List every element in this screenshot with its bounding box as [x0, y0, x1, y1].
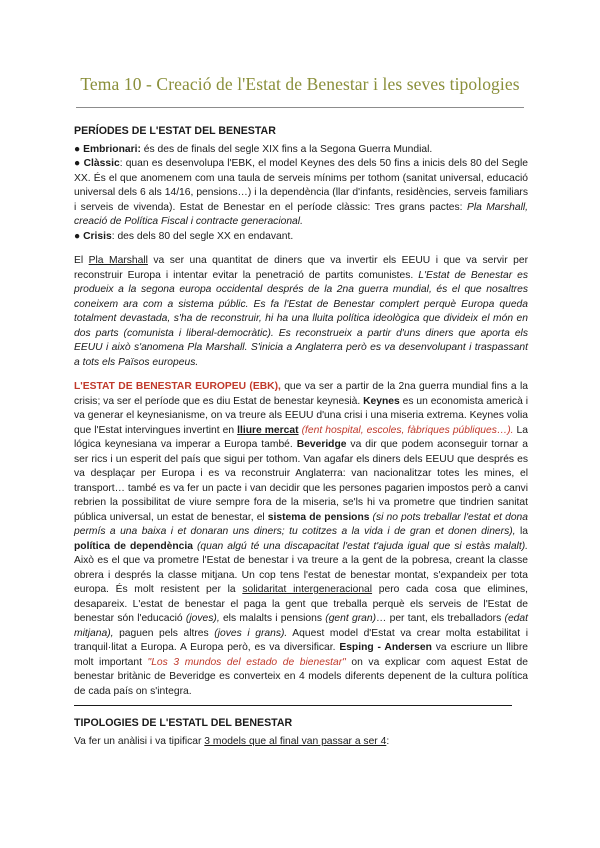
ebk-heading: L'ESTAT DE BENESTAR EUROPEU (EBK),	[74, 381, 281, 392]
paragraph-pla-marshall: El Pla Marshall va ser una quantitat de diners que va invertir els EEUU i que va servir per reconstruir Europa i intentar evitar la penetració de partits comunistes. L'Estat de Benestar es produeix a la segona europa occidental després de la 2na guerra mundial, és el que nosaltres coneixem ara com a sistema públic. Es fa l'Estat de Benestar complert perquè Europa queda totalment devastada, s'ha de reconstruir, hi ha una lluita política ideològica que divideix el món en dos parts (comunista i liberal-democràtic). Es reconstrueix a partir d'uns diners que aporta els EEUU i això s'anomena Pla Marshall. S'inicia a Anglaterra però es va desenvolupant i traspassant a tots els Països europeus.	[74, 255, 529, 368]
document-title: Tema 10 - Creació de l'Estat de Benestar i les seves tipologies	[80, 74, 520, 94]
title-divider	[76, 107, 524, 108]
section-heading-periodes: PERÍODES DE L'ESTAT DEL BENESTAR	[74, 125, 276, 137]
document-body	[74, 124, 528, 749]
paragraph-tipologies: Va fer un anàlisi i va tipificar 3 models que al final van passar a ser 4:	[74, 735, 390, 747]
section-separator	[74, 705, 512, 706]
section-heading-tipologies: TIPOLOGIES DE L'ESTATL DEL BENESTAR	[74, 717, 293, 729]
paragraph-ebk: L'ESTAT DE BENESTAR EUROPEU (EBK), que va ser a partir de la 2na guerra mundial fins a la crisis; va ser el període que es diu Estat de benestar keynesià. Keynes es un economista americà i va generar el keynesianisme, on va treure als EEUU d'una crisi i una miseria extrema. Keynes volia que l'Estat intervingues invertint en lliure mercat (fent hospital, escoles, fàbriques públiques…). La lógica keynesiana va imperar a Europa també. Beveridge va dir que podem aconseguir tornar a ser rics i un esperit del país que sigui per tothom. Van agafar els diners dels EEUU que després es va desplaçar per Europa i es va reconstruir Anglaterra: van nacionalitzar totes les mines, el transport… també es va fer un pacte i van decidir que les persones pagarien impostos però a canvi rebrien la possibilitat de viure sempre fora de la miseria, se'ls hi va prometre que tindrien sanitat pública universal, un estat de benestar, el sistema de pensions (si no pots treballar l'estat et dona permís a una baixa i et donaran uns diners; tu cotitzes a la vida i de gran et donen diners), la política de dependència (quan algú té una discapacitat l'estat t'ajuda igual que si estàs malalt). Això es el que va prometre l'Estat de benestar i va treure a la gent de la pobresa, creant la classe obrera i després la classe mitjana. Un cop tens l'estat de benestar montat, s'expandeix per tota europa. És molt resistent per la solidaritat intergeneracional pero cada cosa que elimines, desapareix. L'estat de benestar el paga la gent que treballa perquè els serveis de l'Estat de benestar són l'educació (joves), els malalts i pensions (gent gran)… per tant, els treballadors (edat mitjana), paguen pels altres (joves i grans). Aquest model d'Estat va crear molta estabilitat i tranquil·litat a Europa. A Europa però, es va diversificar. Esping - Andersen va escriure un llibre molt important "Los 3 mundos del estado de bienestar" on va explicar com aquest Estat de benestar britànic de Beveridge es converteix en 4 models diferents depenent de la cultura política de cada país on s'integra.	[74, 381, 529, 697]
bullet-embrionari: ● Embrionari: és des de finals del segle XIX fins a la Segona Guerra Mundial.	[74, 143, 433, 155]
pla-marshall-underlined: Pla Marshall	[88, 255, 148, 266]
bullet-crisis: ● Crisis: des dels 80 del segle XX en endavant.	[74, 230, 294, 242]
bullet-classic: ● Clàssic: quan es desenvolupa l'EBK, el model Keynes des dels 50 fins a inicis dels 80 del Segle XX. És el que anomenem com una taula de serveis mínims per tothom (sanitat universal, educació universal dels 6 als 14/16, pensions…) i la dependència (llar d'infants, residències, serveis familiars i serveis de vivenda). Estat de Benestar en el període clàssic: Tres grans pactes: Pla Marshall, creació de Política Fiscal i contracte generacional.	[74, 158, 529, 227]
